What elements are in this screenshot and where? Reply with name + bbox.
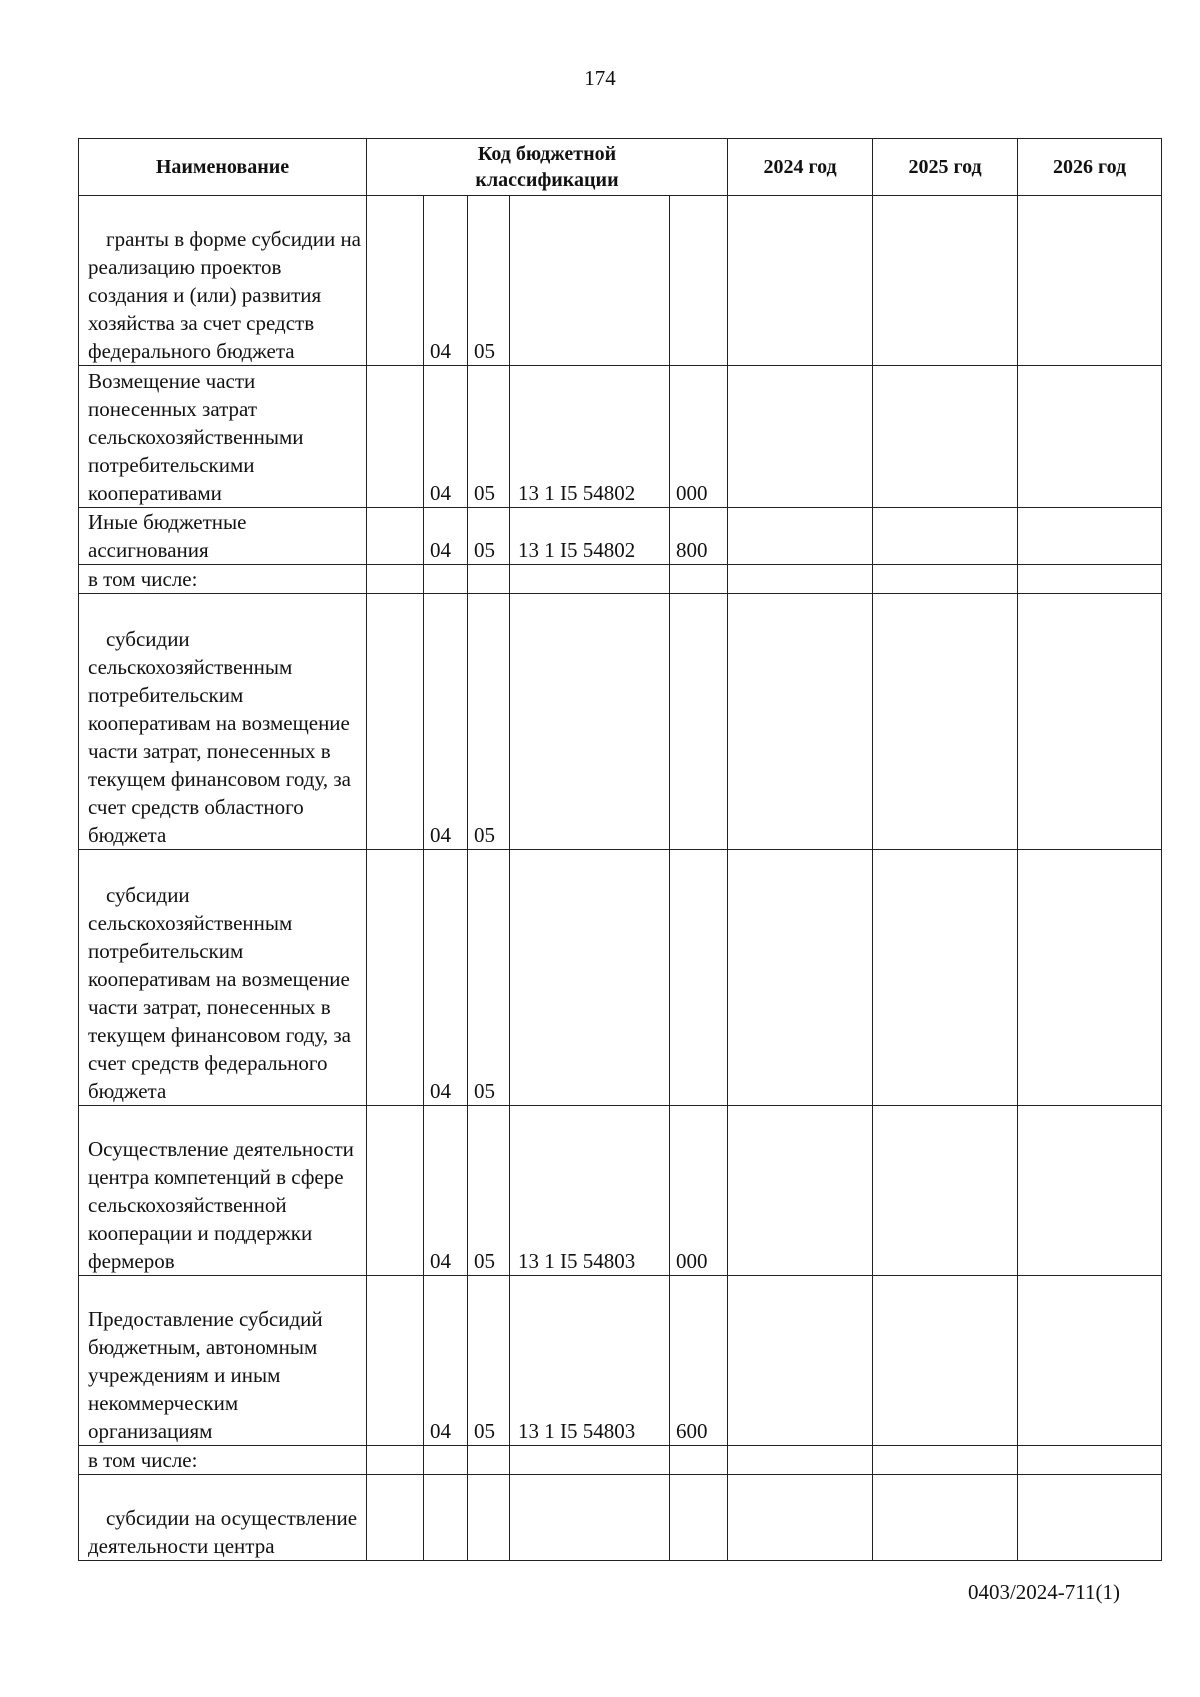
row-code-section: 04 [424,1276,468,1446]
row-value-2026 [1018,1475,1162,1561]
row-value-2025 [873,850,1018,1106]
document-code: 0403/2024-711(1) [967,1580,1120,1604]
row-code-target: 13 1 I5 54803 [510,1106,670,1276]
row-value-2025 [873,1276,1018,1446]
row-code-subsection: 05 [468,508,510,565]
row-code-type [670,1475,728,1561]
row-code-subsection: 05 [468,1276,510,1446]
row-value-2025 [873,1446,1018,1475]
row-code-target: 13 1 I5 54802 [510,508,670,565]
table-row [79,850,1162,1106]
row-value-2026 [1018,850,1162,1106]
row-name: Возмещение части понесенных затрат сельскохозяйственными потребительскими кооперативами [79,366,367,508]
row-code-type: 600 [670,1276,728,1446]
row-code-1 [367,1475,424,1561]
row-value-2026 [1018,508,1162,565]
row-code-section: 04 [424,196,468,366]
row-code-type [670,565,728,594]
row-value-2025 [873,594,1018,850]
table-row [79,565,1162,594]
row-name: субсидии на осуществление деятельности центра [79,1475,367,1561]
row-name: Предоставление субсидий бюджетным, автономным учреждениям и иным некоммерческим организациям [79,1276,367,1446]
table-row [79,508,1162,565]
row-value-2024 [728,565,873,594]
row-code-section: 04 [424,508,468,565]
row-code-1 [367,1276,424,1446]
row-name: гранты в форме субсидии на реализацию проектов создания и (или) развития хозяйства за счет средств федерального бюджета [79,196,367,366]
row-value-2026 [1018,196,1162,366]
row-code-target [510,850,670,1106]
header-2024: 2024 год [728,139,873,196]
row-code-target [510,594,670,850]
row-value-2024 [728,1475,873,1561]
row-code-type: 000 [670,366,728,508]
row-value-2024 [728,366,873,508]
row-value-2024 [728,508,873,565]
header-2025: 2025 год [873,139,1018,196]
row-value-2025 [873,1106,1018,1276]
row-name: в том числе: [79,1446,367,1475]
header-code-label: Код бюджетной классификации [475,143,619,191]
row-value-2026 [1018,1106,1162,1276]
row-name: субсидии сельскохозяйственным потребительским кооперативам на возмещение части затрат, понесенных в текущем финансовом году, за счет средств областного бюджета [79,594,367,850]
table-row [79,1276,1162,1446]
row-code-type [670,196,728,366]
row-code-subsection: 05 [468,196,510,366]
row-code-1 [367,508,424,565]
row-code-1 [367,1106,424,1276]
header-2026: 2026 год [1018,139,1162,196]
row-code-1 [367,850,424,1106]
row-code-target: 13 1 I5 54803 [510,1276,670,1446]
row-value-2025 [873,196,1018,366]
row-name: в том числе: [79,565,367,594]
row-value-2026 [1018,366,1162,508]
row-value-2026 [1018,594,1162,850]
row-value-2026 [1018,1276,1162,1446]
header-name: Наименование [79,139,367,196]
row-value-2025 [873,508,1018,565]
row-code-1 [367,366,424,508]
row-value-2024 [728,594,873,850]
row-code-section [424,1475,468,1561]
row-code-type [670,850,728,1106]
row-code-1 [367,196,424,366]
row-code-section [424,1446,468,1475]
row-code-section: 04 [424,594,468,850]
table-row [79,1106,1162,1276]
row-value-2024 [728,196,873,366]
row-code-subsection: 05 [468,366,510,508]
row-code-subsection: 05 [468,594,510,850]
row-value-2025 [873,1475,1018,1561]
row-code-subsection: 05 [468,1106,510,1276]
row-value-2024 [728,850,873,1106]
row-value-2024 [728,1106,873,1276]
row-value-2025 [873,366,1018,508]
table-row [79,594,1162,850]
table-row [79,1446,1162,1475]
table-row [79,196,1162,366]
row-code-subsection [468,1475,510,1561]
row-code-target [510,196,670,366]
row-code-section: 04 [424,850,468,1106]
row-name: субсидии сельскохозяйственным потребительским кооперативам на возмещение части затрат, понесенных в текущем финансовом году, за счет средств федерального бюджета [79,850,367,1106]
row-code-1 [367,594,424,850]
row-value-2026 [1018,1446,1162,1475]
row-name: Осуществление деятельности центра компетенций в сфере сельскохозяйственной кооперации и поддержки фермеров [79,1106,367,1276]
table-header-row [79,139,1162,196]
row-code-subsection [468,1446,510,1475]
header-code [367,139,728,196]
row-code-subsection [468,565,510,594]
row-code-1 [367,565,424,594]
table-body [79,196,1162,1561]
budget-table [78,138,1162,1561]
page-number: 174 [584,66,616,90]
table-row [79,1475,1162,1561]
row-code-target: 13 1 I5 54802 [510,366,670,508]
row-value-2026 [1018,565,1162,594]
row-code-1 [367,1446,424,1475]
table-row [79,366,1162,508]
row-value-2024 [728,1446,873,1475]
row-code-type: 800 [670,508,728,565]
row-name: Иные бюджетные ассигнования [79,508,367,565]
row-code-target [510,565,670,594]
row-code-section: 04 [424,1106,468,1276]
row-code-type [670,1446,728,1475]
row-code-section [424,565,468,594]
row-code-type [670,594,728,850]
row-value-2024 [728,1276,873,1446]
row-code-subsection: 05 [468,850,510,1106]
row-code-target [510,1475,670,1561]
row-code-section: 04 [424,366,468,508]
row-code-target [510,1446,670,1475]
row-code-type: 000 [670,1106,728,1276]
row-value-2025 [873,565,1018,594]
